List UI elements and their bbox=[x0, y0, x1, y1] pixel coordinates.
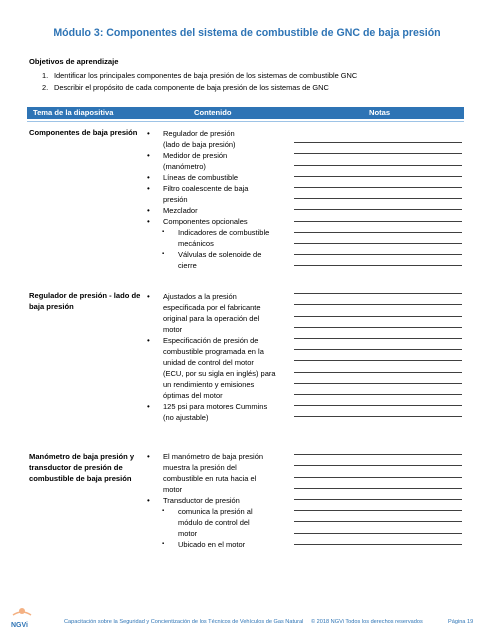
content-line: • Regulador de presión bbox=[147, 129, 235, 138]
content-line: cierre bbox=[178, 261, 197, 270]
square-bullet-icon: ▪ bbox=[162, 251, 165, 257]
note-line[interactable] bbox=[294, 534, 462, 545]
content-line: muestra la presión del bbox=[163, 463, 237, 472]
content-line: • Especificación de presión de bbox=[147, 336, 259, 345]
objective-item: 2. Describir el propósito de cada componente de baja presión de los sistemas de GNC bbox=[42, 83, 329, 92]
notes-lines[interactable] bbox=[294, 283, 462, 417]
footer-copyright: © 2018 NGVi Todos los derechos reservados bbox=[311, 619, 423, 625]
square-bullet-icon: ▪ bbox=[162, 541, 165, 547]
note-line[interactable] bbox=[294, 511, 462, 522]
content-line: módulo de control del bbox=[178, 518, 250, 527]
note-line[interactable] bbox=[294, 132, 462, 143]
ngvi-logo bbox=[9, 603, 35, 629]
note-line[interactable] bbox=[294, 166, 462, 177]
note-line[interactable] bbox=[294, 244, 462, 255]
page-title: Módulo 3: Componentes del sistema de combustible de GNC de baja presión bbox=[53, 27, 441, 39]
content-line: motor bbox=[163, 325, 183, 334]
notes-lines[interactable] bbox=[294, 444, 462, 545]
note-line[interactable] bbox=[294, 294, 462, 305]
content-line: óptimas del motor bbox=[163, 391, 223, 400]
column-header-notes: Notas bbox=[369, 108, 391, 117]
content-line: combustible programada en la bbox=[163, 347, 264, 356]
content-line: • El manómetro de baja presión bbox=[147, 452, 264, 461]
column-header-content: Contenido bbox=[194, 108, 232, 117]
note-line[interactable] bbox=[294, 188, 462, 199]
note-line[interactable] bbox=[294, 455, 462, 466]
table-header bbox=[27, 107, 464, 119]
note-line[interactable] bbox=[294, 500, 462, 511]
content-line: • Componentes opcionales bbox=[147, 217, 248, 226]
square-bullet-icon: ▪ bbox=[162, 229, 165, 235]
note-line[interactable] bbox=[294, 154, 462, 165]
bullet-icon: • bbox=[147, 496, 150, 505]
note-line[interactable] bbox=[294, 444, 462, 455]
objectives-list bbox=[42, 70, 357, 94]
note-line[interactable] bbox=[294, 339, 462, 350]
content-line: (ECU, por su sigla en inglés) para bbox=[163, 369, 276, 378]
footer-course: Capacitación sobre la Seguridad y Concientización de los Técnicos de Vehículos de Gas Natural bbox=[64, 619, 304, 625]
row-content bbox=[147, 291, 292, 423]
note-line[interactable] bbox=[294, 283, 462, 294]
row-topic: Regulador de presión - lado de baja presión bbox=[29, 291, 141, 311]
bullet-icon: • bbox=[147, 129, 150, 138]
note-line[interactable] bbox=[294, 177, 462, 188]
content-line: especificada por el fabricante bbox=[163, 303, 261, 312]
bullet-icon: • bbox=[147, 206, 150, 215]
bullet-icon: • bbox=[147, 184, 150, 193]
content-line: mecánicos bbox=[178, 239, 214, 248]
note-line[interactable] bbox=[294, 233, 462, 244]
row-content bbox=[147, 451, 292, 550]
bullet-icon: • bbox=[147, 336, 150, 345]
note-line[interactable] bbox=[294, 317, 462, 328]
objectives-heading: Objetivos de aprendizaje bbox=[29, 57, 119, 66]
note-line[interactable] bbox=[294, 222, 462, 233]
content-line: ▪ Válvulas de solenoide de bbox=[162, 250, 262, 259]
note-line[interactable] bbox=[294, 466, 462, 477]
note-line[interactable] bbox=[294, 210, 462, 221]
note-line[interactable] bbox=[294, 305, 462, 316]
content-line: • Transductor de presión bbox=[147, 496, 240, 505]
note-line[interactable] bbox=[294, 395, 462, 406]
bullet-icon: • bbox=[147, 173, 150, 182]
note-line[interactable] bbox=[294, 361, 462, 372]
content-line: (no ajustable) bbox=[163, 413, 209, 422]
content-line: • 125 psi para motores Cummins bbox=[147, 402, 268, 411]
content-line: original para la operación del bbox=[163, 314, 260, 323]
content-line: • Medidor de presión bbox=[147, 151, 228, 160]
note-line[interactable] bbox=[294, 373, 462, 384]
row-topic: Componentes de baja presión bbox=[29, 128, 138, 137]
note-line[interactable] bbox=[294, 255, 462, 266]
bullet-icon: • bbox=[147, 402, 150, 411]
svg-text:NGVi: NGVi bbox=[11, 622, 28, 629]
note-line[interactable] bbox=[294, 199, 462, 210]
note-line[interactable] bbox=[294, 489, 462, 500]
footer-page-number: Página 19 bbox=[448, 619, 474, 625]
note-line[interactable] bbox=[294, 350, 462, 361]
row-divider bbox=[27, 121, 464, 122]
notes-lines[interactable] bbox=[294, 132, 462, 266]
content-line: • Líneas de combustible bbox=[147, 173, 239, 182]
note-line[interactable] bbox=[294, 328, 462, 339]
column-header-topic: Tema de la diapositiva bbox=[33, 108, 114, 117]
content-line: ▪ Ubicado en el motor bbox=[162, 540, 246, 549]
content-line: un rendimiento y emisiones bbox=[163, 380, 255, 389]
content-line: ▪ Indicadores de combustible bbox=[162, 228, 270, 237]
content-line: motor bbox=[178, 529, 198, 538]
bullet-icon: • bbox=[147, 151, 150, 160]
note-line[interactable] bbox=[294, 406, 462, 417]
content-line: ▪ comunica la presión al bbox=[162, 507, 253, 516]
bullet-icon: • bbox=[147, 292, 150, 301]
content-line: • Ajustados a la presión bbox=[147, 292, 237, 301]
note-line[interactable] bbox=[294, 384, 462, 395]
bullet-icon: • bbox=[147, 217, 150, 226]
content-line: combustible en ruta hacia el bbox=[163, 474, 257, 483]
content-line: motor bbox=[163, 485, 183, 494]
content-line: • Filtro coalescente de baja bbox=[147, 184, 249, 193]
bullet-icon: • bbox=[147, 452, 150, 461]
content-line: unidad de control del motor bbox=[163, 358, 254, 367]
content-line: presión bbox=[163, 195, 188, 204]
note-line[interactable] bbox=[294, 143, 462, 154]
content-line: • Mezclador bbox=[147, 206, 198, 215]
square-bullet-icon: ▪ bbox=[162, 508, 165, 514]
note-line[interactable] bbox=[294, 478, 462, 489]
objective-item: 1. Identificar los principales componentes de baja presión de los sistemas de combustible GNC bbox=[42, 71, 358, 80]
content-line: (manómetro) bbox=[163, 162, 206, 171]
row-content bbox=[147, 128, 292, 271]
note-line[interactable] bbox=[294, 522, 462, 533]
content-line: (lado de baja presión) bbox=[163, 140, 236, 149]
row-topic: Manómetro de baja presión y transductor de presión de combustible de baja presión bbox=[29, 452, 135, 483]
